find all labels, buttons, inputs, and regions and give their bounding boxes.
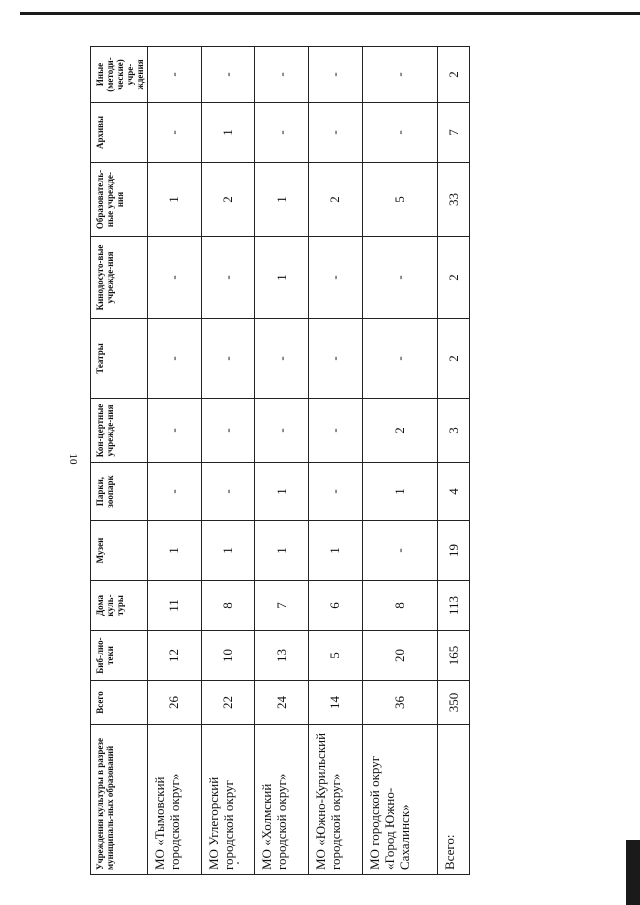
table-cell: 10 xyxy=(201,631,255,681)
header-cell: Образователь-ные учрежде-ния xyxy=(91,163,148,237)
table-cell: 36 xyxy=(362,681,437,725)
table-cell: - xyxy=(148,47,202,103)
page-number: 10 xyxy=(67,453,79,465)
table-row xyxy=(362,47,437,875)
table-cell: - xyxy=(362,47,437,103)
header-cell: Музеи xyxy=(91,521,148,581)
table-cell: 5 xyxy=(308,631,362,681)
table-cell: - xyxy=(362,319,437,399)
row-name-cell: МО Углегорский городской округ xyxy=(201,725,255,875)
total-row xyxy=(438,47,470,875)
table-cell: 12 xyxy=(148,631,202,681)
table-cell: 8 xyxy=(362,581,437,631)
row-name-cell: Всего: xyxy=(438,725,470,875)
table-cell: - xyxy=(308,463,362,521)
table-cell: - xyxy=(308,103,362,163)
table-cell: 33 xyxy=(438,163,470,237)
rotated-table-content xyxy=(90,47,470,875)
table-cell: 1 xyxy=(201,103,255,163)
table-cell: - xyxy=(201,319,255,399)
table-cell: 165 xyxy=(438,631,470,681)
row-name-cell: МО «Южно-Курильский городской округ» xyxy=(308,725,362,875)
table-cell: 2 xyxy=(201,163,255,237)
table-cell: 1 xyxy=(148,521,202,581)
table-row xyxy=(201,47,255,875)
table-cell: 6 xyxy=(308,581,362,631)
table-cell: 14 xyxy=(308,681,362,725)
table-row xyxy=(255,47,309,875)
table-cell: - xyxy=(201,463,255,521)
table-cell: 1 xyxy=(148,163,202,237)
header-row xyxy=(91,47,148,875)
table-cell: 4 xyxy=(438,463,470,521)
table-cell: 1 xyxy=(255,163,309,237)
table-cell: - xyxy=(201,399,255,463)
table-cell: - xyxy=(148,463,202,521)
table-cell: 1 xyxy=(255,237,309,319)
table-cell: 13 xyxy=(255,631,309,681)
table-cell: 2 xyxy=(308,163,362,237)
header-cell: Учреждения культуры в разрезе муниципаль-ных образований xyxy=(91,725,148,875)
table-cell: 350 xyxy=(438,681,470,725)
culture-institutions-table xyxy=(90,46,470,875)
table-cell: 3 xyxy=(438,399,470,463)
table-cell: - xyxy=(148,237,202,319)
table-cell: - xyxy=(148,319,202,399)
table-cell: 1 xyxy=(201,521,255,581)
table-cell: 8 xyxy=(201,581,255,631)
table-cell: - xyxy=(308,399,362,463)
scan-speck xyxy=(237,862,239,864)
table-cell: 1 xyxy=(255,463,309,521)
table-cell: 1 xyxy=(255,521,309,581)
header-cell: Кон-цертные учрежде-ния xyxy=(91,399,148,463)
header-cell: Биб-лио-теки xyxy=(91,631,148,681)
header-cell: Дома куль-туры xyxy=(91,581,148,631)
table-cell: - xyxy=(255,319,309,399)
table-cell: 7 xyxy=(438,103,470,163)
table-cell: 2 xyxy=(438,319,470,399)
table-cell: 26 xyxy=(148,681,202,725)
header-cell: Иные (методи-ческие) учре-ждения xyxy=(91,47,148,103)
row-name-cell: МО «Холмский городской округ» xyxy=(255,725,309,875)
header-cell: Кинодосуго-вые учрежде-ния xyxy=(91,237,148,319)
table-cell: 24 xyxy=(255,681,309,725)
table-cell: 11 xyxy=(148,581,202,631)
table-cell: - xyxy=(255,103,309,163)
table-cell: - xyxy=(201,237,255,319)
table-cell: - xyxy=(308,237,362,319)
table-cell: - xyxy=(148,103,202,163)
table-cell: 22 xyxy=(201,681,255,725)
table-cell: - xyxy=(148,399,202,463)
table-cell: - xyxy=(308,47,362,103)
table-cell: - xyxy=(362,237,437,319)
table-cell: - xyxy=(255,47,309,103)
table-cell: 1 xyxy=(362,463,437,521)
table-cell: 19 xyxy=(438,521,470,581)
header-cell: Архивы xyxy=(91,103,148,163)
table-row xyxy=(308,47,362,875)
table-cell: 2 xyxy=(362,399,437,463)
table-cell: 1 xyxy=(308,521,362,581)
rotated-table-frame xyxy=(90,47,470,875)
scan-edge-mark xyxy=(626,840,640,905)
table-cell: - xyxy=(362,521,437,581)
header-cell: Всего xyxy=(91,681,148,725)
table-cell: 20 xyxy=(362,631,437,681)
header-cell: Парки, зоопарк xyxy=(91,463,148,521)
table-cell: - xyxy=(308,319,362,399)
table-row xyxy=(148,47,202,875)
table-cell: 5 xyxy=(362,163,437,237)
table-cell: 113 xyxy=(438,581,470,631)
row-name-cell: МО «Тымовский городской округ» xyxy=(148,725,202,875)
table-cell: - xyxy=(255,399,309,463)
table-cell: - xyxy=(362,103,437,163)
table-cell: 7 xyxy=(255,581,309,631)
table-cell: 2 xyxy=(438,237,470,319)
table-cell: - xyxy=(201,47,255,103)
top-rule xyxy=(20,12,640,15)
header-cell: Театры xyxy=(91,319,148,399)
table-cell: 2 xyxy=(438,47,470,103)
row-name-cell: МО городской округ «Город Южно-Сахалинск» xyxy=(362,725,437,875)
